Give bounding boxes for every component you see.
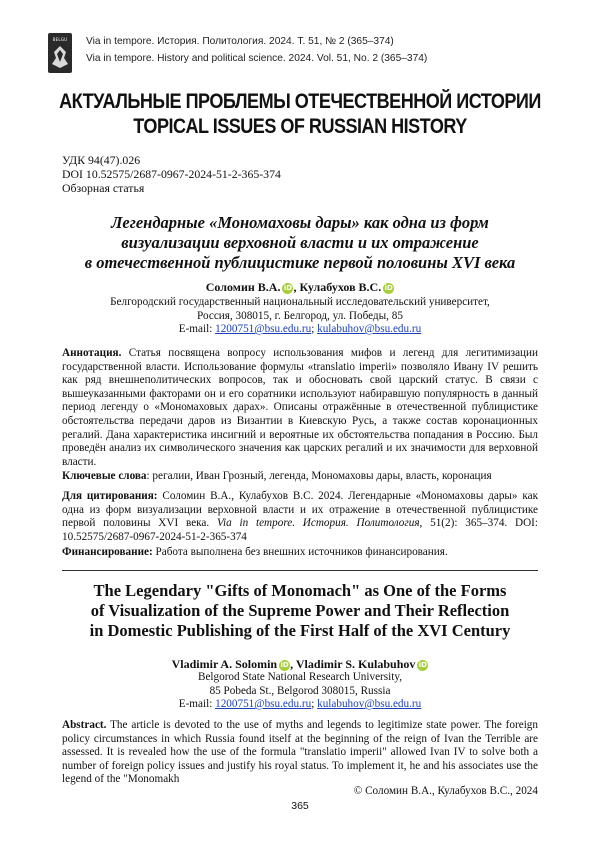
funding-label: Финансирование:: [62, 546, 153, 558]
journal-line-en: Via in tempore. History and political science. 2024. Vol. 51, No. 2 (365–374): [86, 53, 428, 64]
email-link[interactable]: kulabuhov@bsu.edu.ru: [317, 323, 422, 335]
email-link[interactable]: 1200751@bsu.edu.ru: [215, 698, 312, 710]
author-name: Соломин В.А.: [205, 280, 281, 294]
affiliation-line: 85 Pobeda St., Belgorod 308015, Russia: [209, 684, 391, 697]
article-type: Обзорная статья: [62, 181, 145, 195]
affiliation-en: [50, 671, 550, 712]
doi: DOI 10.52575/2687-0967-2024-51-2-365-374: [62, 167, 281, 181]
title-line: of Visualization of the Supreme Power and Their Reflection: [90, 601, 510, 620]
abstract-ru: [62, 347, 538, 469]
title-line: в отечественной публицистике первой половины XVI века: [84, 253, 516, 272]
orcid-icon[interactable]: iD: [384, 284, 393, 292]
journal-header: [48, 33, 558, 77]
article-title-en: [40, 581, 560, 641]
abstract-text: The article is devoted to the use of myths and legends to legitimize state power. The foreign policy circumstances in which Russia found itself at the beginning of the reign of Ivan the Terrible are assessed. It is revealed how the use of the formula "translatio imperii" allowed Ivan IV to solve both a number of foreign policy issues and justify his royal status. To implement it, he and his associates use the legend of the "Monomakh: [62, 719, 538, 786]
orcid-icon[interactable]: iD: [280, 661, 289, 669]
udk: УДК 94(47).026: [62, 153, 141, 167]
affiliation-line: Россия, 308015, г. Белгород, ул. Победы, 85: [197, 309, 403, 322]
section-title-ru: АКТУАЛЬНЫЕ ПРОБЛЕМЫ ОТЕЧЕСТВЕННОЙ ИСТОРИИ: [59, 90, 541, 113]
email-line: E-mail: 1200751@bsu.edu.ru; kulabuhov@bsu.edu.ru: [178, 323, 422, 335]
university-logo: [48, 33, 72, 73]
title-line: визуализации верховной власти и их отражение: [121, 233, 479, 252]
email-link[interactable]: 1200751@bsu.edu.ru: [215, 323, 312, 335]
citation-journal: Via in tempore. История. Политология: [216, 517, 420, 530]
email-line: E-mail: 1200751@bsu.edu.ru; kulabuhov@bsu.edu.ru: [178, 698, 422, 710]
abstract-text: Статья посвящена вопросу использования мифов и легенд для легитимизации государственной власти. Использование формулы «translatio imperii» позволяло Ивану IV решить как ряд внешнеполитических вопросов, так и обосновать свой царский статус. В связи с вышеуказанными факторами он и его соратники используют набиравшую популярность в данный период легенду о «Мономаховых дарах». Описаны отражённые в отечественной публицистике обстоятельства передачи даров из Византии в Киевскую Русь, а также состав коронационных регалий. Дана характеристика инсигний и вероятные их обстоятельства попадания в Россию. Был проведён анализ их символического значения как царских регалий и их значимости для верховной власти.: [62, 347, 538, 468]
authors-ru: Соломин В.А. iD, Кулабухов В.С. iD: [205, 280, 393, 294]
copyright: © Соломин В.А., Кулабухов В.С., 2024: [353, 785, 538, 797]
author-name: Кулабухов В.С.: [299, 280, 382, 294]
email-link[interactable]: kulabuhov@bsu.edu.ru: [317, 698, 422, 710]
abstract-label: Аннотация.: [62, 347, 122, 359]
article-title-ru: [50, 213, 550, 273]
funding-ru: Финансирование: Работа выполнена без внешних источников финансирования.: [62, 546, 448, 558]
author-name: Vladimir S. Kulabuhov: [295, 657, 416, 671]
section-title-en: TOPICAL ISSUES OF RUSSIAN HISTORY: [133, 115, 467, 138]
divider: [62, 570, 538, 571]
citation-label: Для цитирования:: [62, 490, 158, 502]
authors-en: Vladimir A. Solomin iD, Vladimir S. Kulabuhov iD: [171, 657, 427, 671]
title-line: Легендарные «Мономаховы дары» как одна из форм: [111, 213, 489, 232]
journal-line-ru: Via in tempore. История. Политология. 2024. Т. 51, № 2 (365–374): [86, 36, 394, 47]
page-number: 365: [291, 800, 309, 812]
logo-text: BELGU: [52, 37, 68, 42]
affiliation-line: Belgorod State National Research University,: [197, 671, 402, 683]
keywords-label: Ключевые слова: [62, 470, 147, 482]
abstract-label: Abstract.: [62, 719, 107, 731]
keywords-ru: [62, 470, 538, 484]
author-name: Vladimir A. Solomin: [171, 657, 278, 671]
abstract-en: [62, 719, 538, 787]
affiliation-line: Белгородский государственный национальный исследовательский университет,: [110, 296, 490, 308]
affiliation-ru: [50, 296, 550, 337]
title-line: in Domestic Publishing of the First Half of the XVI Century: [89, 621, 511, 640]
orcid-icon[interactable]: iD: [283, 284, 293, 292]
title-line: The Legendary "Gifts of Monomach" as One of the Forms: [93, 581, 507, 600]
orcid-icon[interactable]: iD: [418, 661, 427, 669]
keywords-text: : регалии, Иван Грозный, легенда, Мономаховы дары, власть, коронация: [146, 470, 492, 482]
citation-ru: Для цитирования: Соломин В.А., Кулабухов В.С. 2024. Легендарные «Мономаховы дары» как одна из форм визуализации верховной власти и их отражение в отечественной публицистике первой половины XVI века. Via in tempore. История. Политология, 51(2): 365–374. DOI: 10.52575/2687-0967-2024-51-2-365-374: [62, 490, 539, 543]
logo-emblem-icon: [50, 44, 70, 70]
